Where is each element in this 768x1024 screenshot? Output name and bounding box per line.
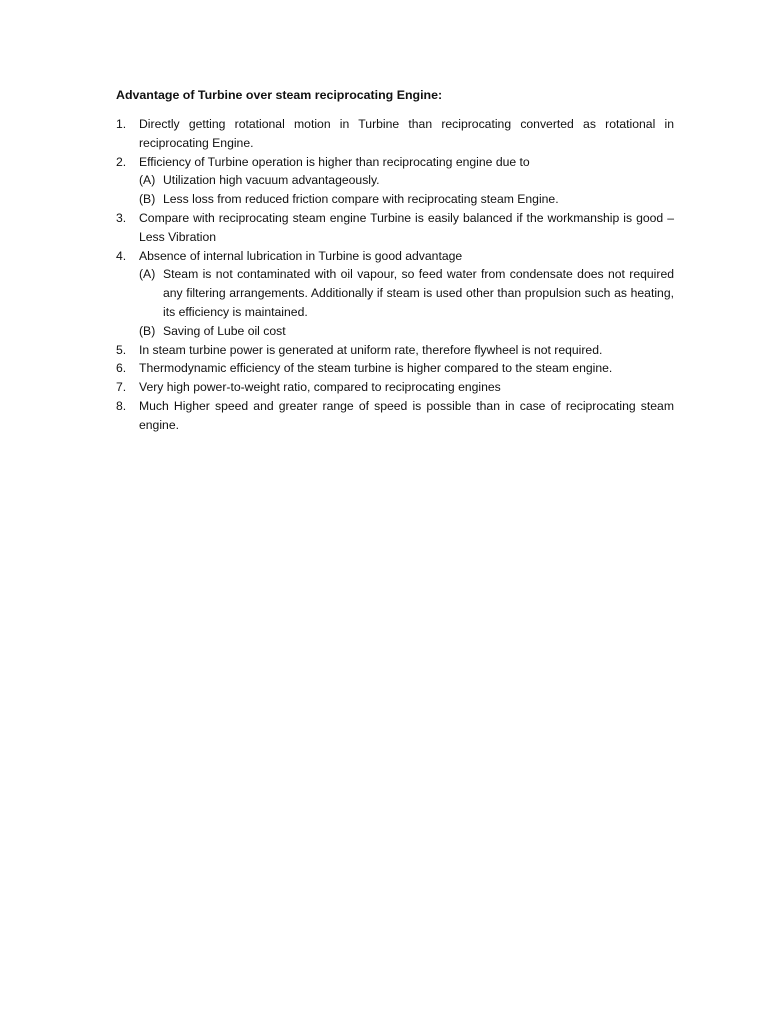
list-item-3 — [116, 209, 674, 247]
list-number: 4. — [116, 248, 127, 263]
sub-item-label: (A) — [139, 173, 156, 188]
sub-item-b — [139, 190, 674, 209]
sub-list — [139, 265, 674, 340]
sub-item-label: (B) — [139, 323, 156, 338]
list-number: 1. — [116, 117, 127, 131]
list-item-text: Compare with reciprocating steam engine Turbine is easily balanced if the workmanship is good – Less Vibration — [139, 210, 674, 244]
list-number: 2. — [116, 154, 127, 169]
sub-item-b — [139, 322, 674, 341]
document-content — [116, 86, 674, 435]
list-item-text: In steam turbine power is generated at uniform rate, therefore flywheel is not required. — [139, 342, 603, 357]
list-item-4 — [116, 247, 674, 341]
list-item-6 — [116, 359, 674, 378]
sub-item-text: Utilization high vacuum advantageously. — [163, 173, 380, 188]
list-item-5 — [116, 341, 674, 360]
sub-item-text: Steam is not contaminated with oil vapour, so feed water from condensate does not required any filtering arrangements. Additionally if steam is used other than propulsion such as heating, its efficiency is maintained. — [163, 267, 674, 319]
sub-list — [139, 171, 674, 209]
list-item-1 — [116, 115, 674, 153]
list-item-text: Directly getting rotational motion in Turbine than reciprocating converted as rotational in reciprocating Engine. — [139, 117, 674, 150]
list-number: 6. — [116, 361, 127, 376]
sub-item-a — [139, 265, 674, 321]
list-item-8 — [116, 397, 674, 435]
sub-item-text: Saving of Lube oil cost — [163, 323, 286, 338]
list-item-text: Efficiency of Turbine operation is higher than reciprocating engine due to — [139, 154, 530, 169]
list-item-text: Much Higher speed and greater range of speed is possible than in case of reciprocating steam engine. — [139, 398, 674, 432]
advantages-list — [116, 115, 674, 435]
list-item-text: Very high power-to-weight ratio, compared to reciprocating engines — [139, 380, 501, 395]
list-number: 7. — [116, 380, 127, 395]
list-number: 3. — [116, 210, 127, 225]
document-title: Advantage of Turbine over steam reciprocating Engine: — [116, 88, 443, 102]
sub-item-a — [139, 171, 674, 190]
sub-item-label: (A) — [139, 267, 156, 282]
list-item-2 — [116, 153, 674, 209]
sub-item-text: Less loss from reduced friction compare with reciprocating steam Engine. — [163, 192, 559, 207]
list-number: 5. — [116, 342, 127, 357]
list-item-text: Absence of internal lubrication in Turbine is good advantage — [139, 248, 463, 263]
list-number: 8. — [116, 398, 127, 413]
sub-item-label: (B) — [139, 192, 156, 207]
list-item-text: Thermodynamic efficiency of the steam turbine is higher compared to the steam engine. — [139, 361, 613, 376]
list-item-7 — [116, 378, 674, 397]
